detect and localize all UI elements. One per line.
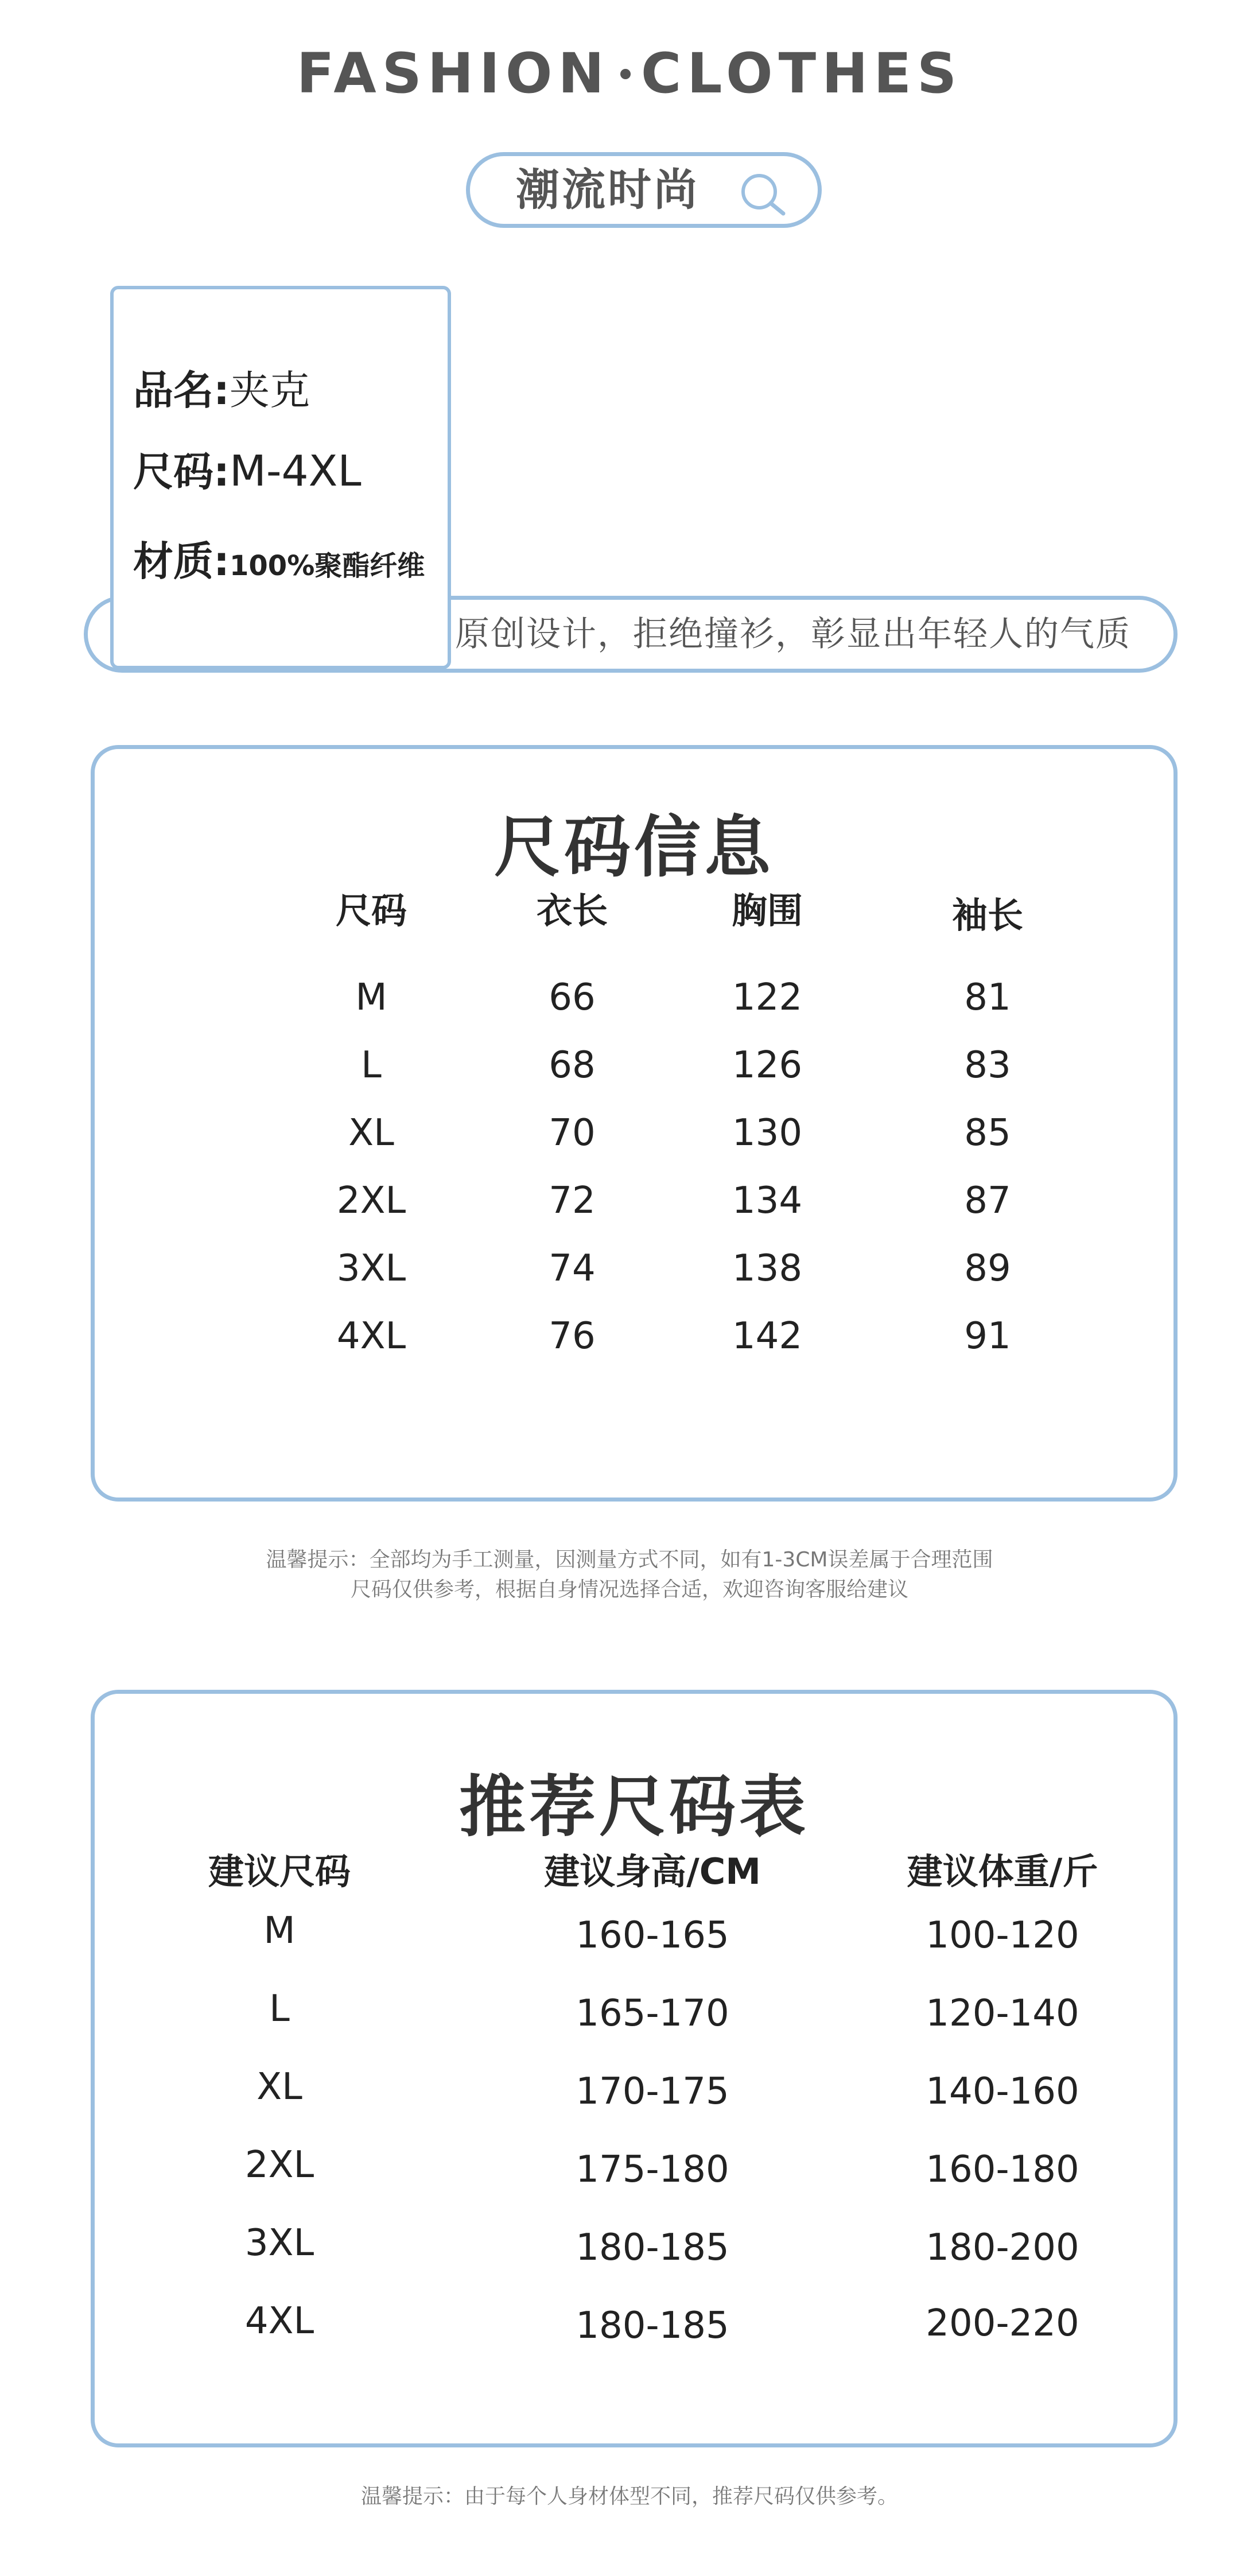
rec-cell: 160-165 — [576, 1914, 729, 1957]
size-cell: 76 — [549, 1315, 596, 1357]
measurement-note — [0, 1545, 1259, 1605]
rec-cell: 2XL — [244, 2144, 314, 2186]
measurement-note-line2: 尺码仅供参考，根据自身情况选择合适，欢迎咨询客服给建议 — [350, 1578, 908, 1601]
size-cell: 70 — [549, 1112, 596, 1154]
size-cell: 138 — [732, 1247, 803, 1290]
size-cell: 66 — [549, 976, 596, 1019]
rec-cell: 180-185 — [576, 2226, 729, 2269]
rec-cell: 165-170 — [576, 1992, 729, 2035]
info-row-size — [133, 440, 362, 498]
rec-header-size: 建议尺码 — [208, 1850, 351, 1892]
rec-cell: 170-175 — [576, 2070, 729, 2113]
rec-cell: M — [263, 1910, 296, 1952]
info-size-value: M-4XL — [230, 447, 362, 496]
info-row-name — [133, 358, 310, 416]
size-cell: 130 — [732, 1112, 803, 1154]
info-row-material — [133, 529, 425, 587]
brand-title — [0, 39, 1259, 108]
rec-cell: 175-180 — [576, 2148, 729, 2191]
size-cell: 89 — [964, 1247, 1011, 1290]
size-cell: 3XL — [336, 1247, 406, 1290]
size-header-chest: 胸围 — [731, 890, 803, 932]
tagline-text: 原创设计，拒绝撞衫，彰显出年轻人的气质 — [455, 614, 1131, 654]
size-cell: 72 — [549, 1180, 596, 1222]
size-cell: M — [355, 976, 387, 1019]
size-cell: L — [361, 1044, 382, 1087]
rec-cell: 3XL — [244, 2222, 314, 2264]
rec-cell: 100-120 — [926, 1914, 1079, 1957]
info-material-key: 材质: — [133, 538, 230, 585]
brand-dot — [620, 69, 631, 79]
rec-cell: 160-180 — [926, 2148, 1079, 2191]
recommended-size-title: 推荐尺码表 — [459, 1768, 809, 1846]
product-info-card — [110, 286, 451, 669]
rec-cell: XL — [257, 2066, 302, 2108]
size-cell: 134 — [732, 1180, 803, 1222]
size-header-length: 衣长 — [536, 890, 608, 932]
size-cell: 2XL — [336, 1180, 406, 1222]
search-icon — [737, 171, 789, 217]
size-cell: 122 — [732, 976, 803, 1019]
rec-header-weight: 建议体重/斤 — [907, 1850, 1098, 1892]
rec-cell: 140-160 — [926, 2070, 1079, 2113]
rec-cell: 120-140 — [926, 1992, 1079, 2035]
size-cell: 87 — [964, 1180, 1011, 1222]
size-cell: 74 — [549, 1247, 596, 1290]
size-header-size: 尺码 — [335, 890, 407, 932]
measurement-note-line1: 温馨提示：全部均为手工测量，因测量方式不同，如有1-3CM误差属于合理范围 — [266, 1548, 993, 1572]
rec-cell: 4XL — [244, 2300, 314, 2342]
search-label: 潮流时尚 — [516, 164, 700, 215]
size-cell: 126 — [732, 1044, 803, 1087]
rec-header-height: 建议身高/CM — [544, 1850, 761, 1892]
info-material-value: 100%聚酯纤维 — [230, 550, 425, 582]
size-cell: 91 — [964, 1315, 1011, 1357]
rec-cell: 180-185 — [576, 2305, 729, 2347]
brand-word-right: CLOTHES — [640, 41, 963, 106]
size-cell: 68 — [549, 1044, 596, 1087]
size-cell: 83 — [964, 1044, 1011, 1087]
brand-word-left: FASHION — [296, 41, 610, 106]
info-size-key: 尺码: — [133, 448, 230, 495]
search-pill[interactable] — [466, 152, 822, 228]
rec-cell: L — [269, 1988, 290, 2030]
rec-cell: 200-220 — [926, 2302, 1079, 2345]
recommended-size-panel — [91, 1690, 1178, 2447]
recommendation-note: 温馨提示：由于每个人身材体型不同，推荐尺码仅供参考。 — [360, 2485, 898, 2508]
size-header-sleeve: 袖长 — [951, 894, 1023, 936]
size-info-title: 尺码信息 — [494, 809, 774, 886]
info-name-key: 品名: — [133, 367, 230, 414]
size-cell: 85 — [964, 1112, 1011, 1154]
info-name-value: 夹克 — [230, 367, 310, 414]
size-cell: 4XL — [336, 1315, 406, 1357]
size-info-panel — [91, 745, 1178, 1502]
rec-cell: 180-200 — [926, 2226, 1079, 2269]
size-cell: 81 — [964, 976, 1011, 1019]
size-cell: 142 — [732, 1315, 803, 1357]
size-cell: XL — [348, 1112, 394, 1154]
